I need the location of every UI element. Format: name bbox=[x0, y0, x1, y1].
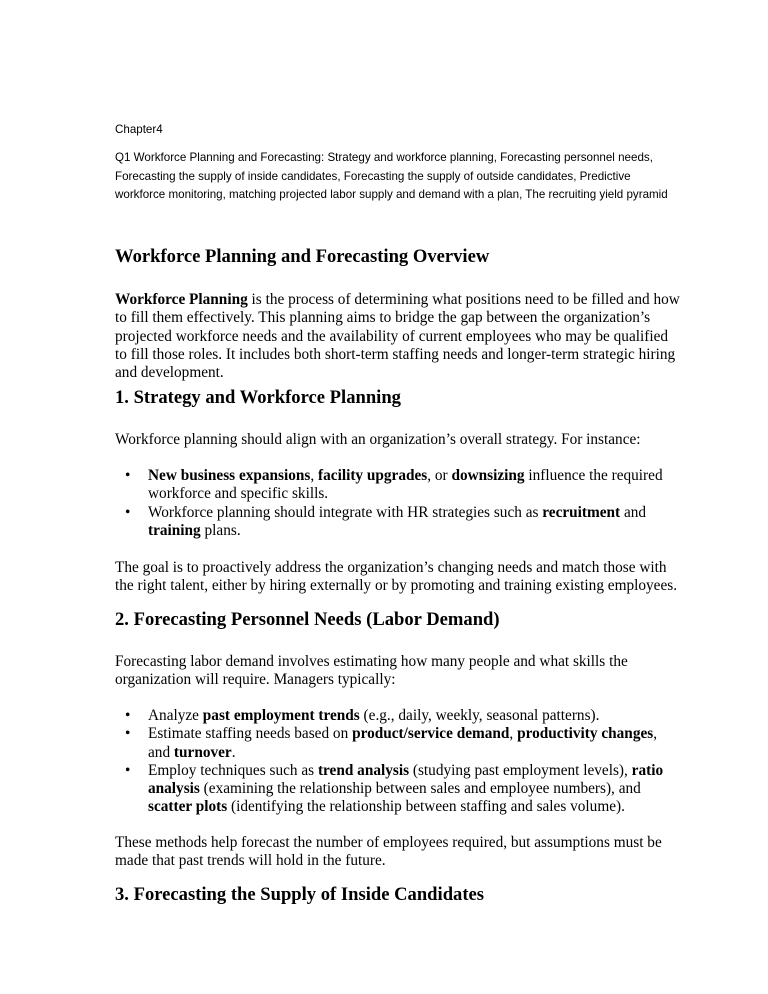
term: Workforce Planning bbox=[115, 291, 248, 308]
text: is the process of determining what positions need to be filled and how to fill them effectively. This planning aims to bridge the gap between the organization’s projected workforce needs and the availability of current employees who may be qualified to fill those roles. It includes both short-term staffing needs and longer-term strategic hiring and development. bbox=[115, 291, 680, 382]
section-2-heading: 2. Forecasting Personnel Needs (Labor Demand) bbox=[115, 609, 500, 630]
chapter-label: Chapter4 bbox=[115, 123, 163, 136]
section-1-heading: 1. Strategy and Workforce Planning bbox=[115, 387, 401, 408]
list-item: • Estimate staffing needs based on product/service demand, productivity changes, and turnover. bbox=[148, 725, 678, 762]
list-item: • Employ techniques such as trend analysis (studying past employment levels), ratio analysis (examining the relationship between sales and employee numbers), and scatter plots (identifying the relationship between staffing and sales volume). bbox=[148, 762, 678, 817]
list-item: • New business expansions, facility upgrades, or downsizing influence the required workforce and specific skills. bbox=[148, 467, 678, 504]
list-item: • Analyze past employment trends (e.g., daily, weekly, seasonal patterns). bbox=[148, 707, 678, 725]
section-1-list bbox=[148, 467, 678, 540]
section-2-outro: These methods help forecast the number of employees required, but assumptions must be made that past trends will hold in the future. bbox=[115, 834, 662, 870]
section-2-list bbox=[148, 707, 678, 817]
question-text: Q1 Workforce Planning and Forecasting: Strategy and workforce planning, Forecasting personnel needs, Forecasting the supply of inside candidates, Forecasting the supply of outside candidates, Predictive workforce monitoring, matching projected labor supply and demand with a plan, The recruiting yield pyramid bbox=[115, 151, 668, 201]
overview-paragraph bbox=[115, 291, 680, 382]
section-1-intro: Workforce planning should align with an organization’s overall strategy. For instance: bbox=[115, 431, 641, 448]
section-1-outro: The goal is to proactively address the organization’s changing needs and match those with the right talent, either by hiring externally or by promoting and training existing employees. bbox=[115, 559, 678, 595]
overview-heading: Workforce Planning and Forecasting Overview bbox=[115, 246, 490, 267]
section-2-intro: Forecasting labor demand involves estimating how many people and what skills the organization will require. Managers typically: bbox=[115, 653, 628, 689]
list-item: • Workforce planning should integrate with HR strategies such as recruitment and training plans. bbox=[148, 504, 678, 541]
section-3-heading: 3. Forecasting the Supply of Inside Candidates bbox=[115, 884, 485, 905]
